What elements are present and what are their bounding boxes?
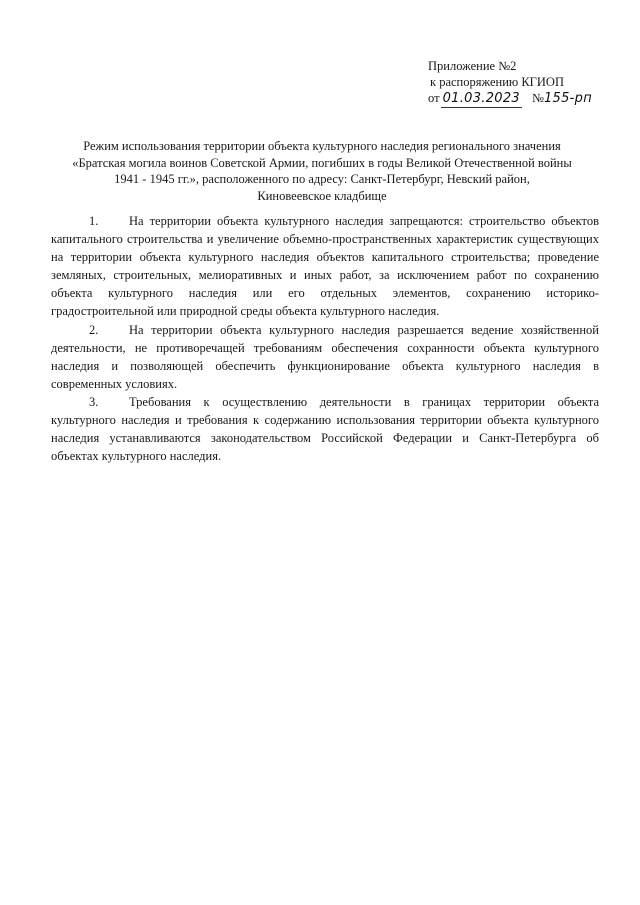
item-text: На территории объекта культурного наследия запрещаются: строительство объектов капитального строительства и увеличение объемно-пространственных характеристик существующих на территории объекта культурного наследия объектов капитального строительства; проведение земляных, строительных, мелиоративных и иных работ, за исключением работ по сохранению объекта культурного наследия или его отдельных элементов, сохранению историко-градостроительной или природной среды объекта культурного наследия. (51, 214, 599, 319)
annex-order-reference: к распоряжению КГИОП (430, 75, 564, 89)
list-item (51, 393, 599, 465)
title-line-2: «Братская могила воинов Советской Армии, погибших в годы Великой Отечественной войны (72, 155, 572, 170)
annex-header (428, 58, 592, 108)
item-text: Требования к осуществлению деятельности в границах территории объекта культурного наследия и требования к содержанию использования территории объекта культурного наследия устанавливаются законодательством Российской Федерации и Санкт-Петербурга об объектах культурного наследия. (51, 394, 599, 464)
title-line-4: Киновеевское кладбище (257, 188, 387, 203)
list-item (51, 321, 599, 393)
list-item (51, 212, 599, 321)
handwritten-date: 01.03.2023 (442, 91, 520, 106)
annex-title: Приложение №2 (428, 59, 517, 73)
item-text: На территории объекта культурного наследия разрешается ведение хозяйственной деятельности, не противоречащей требованиям обеспечения сохранности объекта культурного наследия и позволяющей обеспечить функционирование объекта культурного наследия в современных условиях. (51, 322, 599, 391)
item-number: 1. (89, 214, 99, 228)
title-line-3: 1941 - 1945 гг.», расположенного по адресу: Санкт-Петербург, Невский район, (114, 172, 530, 186)
document-body (51, 212, 599, 465)
document-title (58, 138, 586, 204)
item-number: 2. (89, 322, 99, 337)
title-line-1: Режим использования территории объекта культурного наследия регионального значения (83, 139, 561, 153)
handwritten-number: 155-рп (543, 91, 592, 106)
item-number: 3. (89, 394, 99, 409)
number-prefix: № (532, 91, 544, 105)
date-prefix: от (428, 91, 440, 105)
annex-date-number-line (428, 90, 592, 108)
